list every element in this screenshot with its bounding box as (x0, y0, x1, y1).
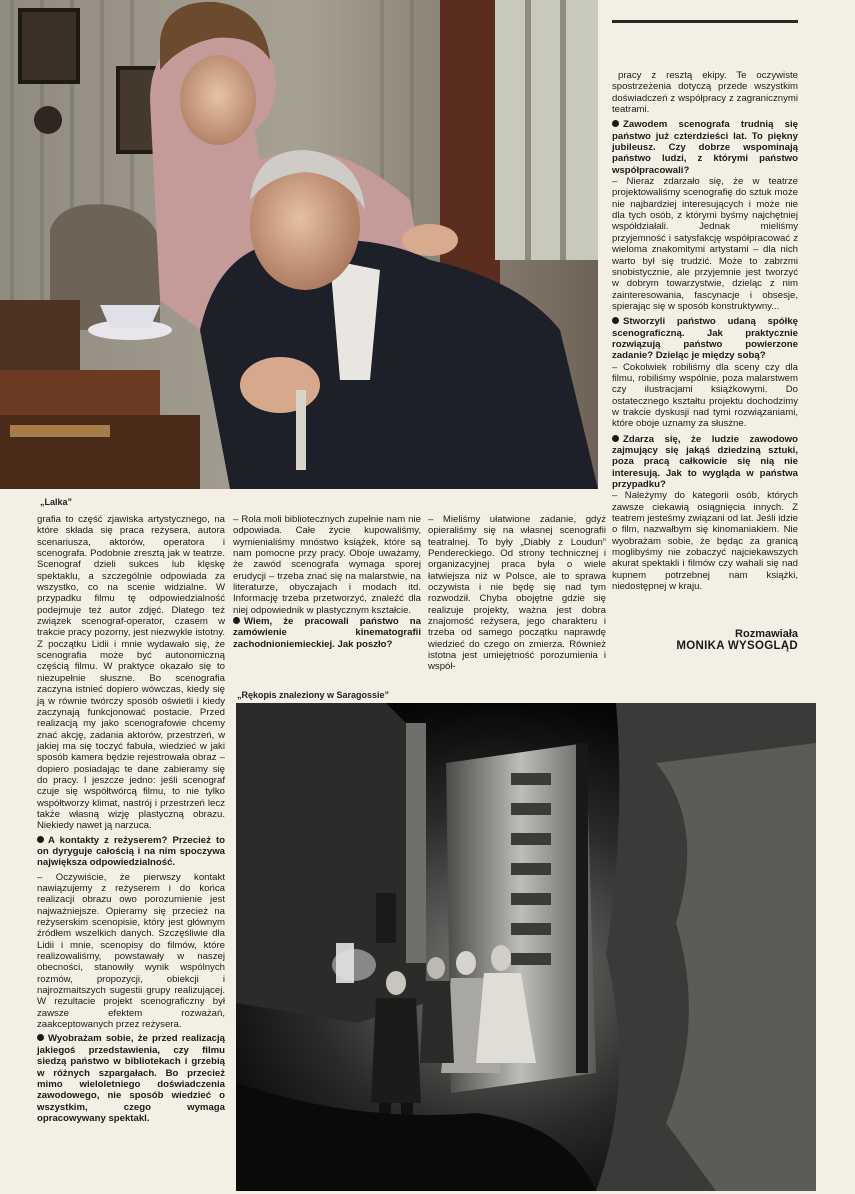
paragraph: grafia to część zjawiska artystycznego, na które składa się praca reżysera, autora scenariusza, aktorów, operatora i scenografa. Podobnie zresztą jak w teatrze. Scenograf dzieli sukces lub klęskę spektaklu, a szczególnie odpowiada za wszystko, co na scenie widzialne. W przypadku filmu tę odpowiedzialność podejmuje też autor zdjęć. Dlatego też związek scenograf-operator, czasem w trakcie pracy pozorny, jest niezwykle istotny. Z początku Lidii i mnie wydawało się, że scenografia może być autonomiczną częścią filmu. W praktyce okazało się to niezupełnie słuszne. Bo scenografia zaczyna istnieć dopiero wówczas, kiedy się ją w równie twórczy sposób oświetli i kiedy zaczynają funkcjonować postacie. Przed realizacją my jako scenografowie chcemy znać akcję, zadania aktorów, przestrzeń, w jakiej ma się toczyć fabuła, wiedzieć w jaki sposób kamera będzie rejestrowała obraz – dopiero posiadając te dane zabieramy się do pracy. I jeszcze jedno: jeśli scenograf czuje się współtwórcą filmu, to nie tylko współtworzy klimat, nastrój i przestrzeń lecz także własną wizję plastyczną obrazu. Niekiedy nawet ją narzuca. (37, 514, 225, 832)
bullet-icon (612, 317, 619, 324)
question-text: Stworzyli państwo udaną spółkę scenograficzną. Jak praktycznie rozwiązują państwo powierzone zadanie? Dzieląc je między sobą? (612, 316, 798, 362)
column-1 (37, 514, 225, 1124)
bullet-icon (233, 617, 240, 624)
photo-lalka (0, 0, 598, 489)
question-text: Wiem, że pracowali państwo na zamówienie kinematografii zachodnioniemieckiej. Jak poszło? (233, 616, 421, 650)
photo-rekopis-image (236, 703, 816, 1191)
signature-label: Rozmawiała (735, 628, 798, 640)
bullet-icon (612, 435, 619, 442)
paragraph: – Należymy do kategorii osób, których zawsze ciekawią osiągnięcia innych. Z teatrem jesteśmy związani od lat. Jeśli idzie o film, nazwałbym się kinomaniakiem. Nie wyobrażam sobie, że będąc za granicą moglibyśmy nie zobaczyć najciekawszych akurat spektakli i filmów czy wahali się nad kupnem potrzebnej nam książki, niedostępnej w kraju. (612, 490, 798, 593)
column-2 (233, 514, 421, 650)
column-3 (428, 514, 606, 673)
interview-question (612, 119, 798, 176)
paragraph: – Cokolwiek robiliśmy dla sceny czy dla filmu, robiliśmy wspólnie, poza malarstwem czy ilustracjami książkowymi. Do ostatecznego kształtu projektu dochodzimy w trakcie dyskusji nad tymi rozwiązaniami, które oboje uznamy za słuszne. (612, 361, 798, 430)
bullet-icon (612, 120, 619, 127)
interview-question (612, 434, 798, 491)
paragraph: – Oczywiście, że pierwszy kontakt nawiązujemy z reżyserem i do końca realizacji obrazu owo porozumienie jest najważniejsze. Opieramy się przecież na reżyserskim scenopisie, który jest głównym źródłem wszelkich danych. Szczęśliwie dla Lidii i mnie, scenopisy do filmów, które realizowaliśmy, powstawały w naszej obecności, stanowiły wynik wspólnych rozmów, propozycji, obiekcji i najrozmaitszych sugestii grupy realizującej. W rezultacie projekt scenograficzny był zawsze efektem rozważań, zaakceptowanych przez reżysera. (37, 871, 225, 1031)
paragraph: – Mieliśmy ułatwione zadanie, gdyż opieraliśmy się na własnej scenografii teatralnej. To były „Diabły z Loudun” Pendereckiego. Od strony technicznej i organizacyjnej praca była o wiele łatwiejsza niż w Polsce, ale to sprawa oczywista i nie będę się nad tym rozwodził. Chyba obojętne gdzie się realizuje projekty, ważna jest dobra znajomość reżysera, jego charakteru i trzeba od samego początku naprawdę wiedzieć do czego on zmierza. Również istotna jest umiejętność porozumienia i współ- (428, 514, 606, 673)
interview-question (37, 1033, 225, 1124)
paragraph: – Rola moli bibliotecznych zupełnie nam nie odpowiada. Całe życie kupowaliśmy, wymienialiśmy mnóstwo książek, które są nam pomocne przy pracy. Oboje uważamy, że zawód scenografa wymaga sporej erudycji – trzeba znać się na malarstwie, na literaturze, obyczajach i modach itd. Informację trzeba przetworzyć, znaleźć dla niej odpowiednik w plastycznym kształcie. (233, 514, 421, 616)
header-rule (612, 20, 798, 23)
question-text: Zdarza się, że ludzie zawodowo zajmujący się jakąś dziedziną sztuki, poza pracą całkowicie się nią nie interesują. Jak to wygląda w państwa przypadku? (612, 433, 798, 491)
caption-rekopis: „Rękopis znaleziony w Saragossie” (237, 690, 390, 700)
signature-name: MONIKA WYSOGLĄD (676, 640, 798, 652)
question-text: Wyobrażam sobie, że przed realizacją jakiegoś przedstawienia, czy filmu siedzą państwo w bibliotekach i grzebią w różnych szpargałach. Bo przecież mimo wieloletniego doświadczenia zawodowego, nie sposób wiedzieć o wszystkim, czego wymaga opracowywany spektakl. (37, 1033, 225, 1124)
paragraph: – Nieraz zdarzało się, że w teatrze projektowaliśmy scenografię do sztuk może nie najbardziej interesujących i może nie dla tych osób, z którymi byśmy najchętniej współdziałali. Jednak mieliśmy przyjemność i satysfakcję współpracować z wieloma znakomitymi artystami – dla nich warto był się trudzić. Może to zabrzmi snobistycznie, ale przyjemnie jest tworzyć w dobrym towarzystwie, dzieląc z nim zainteresowania, fascynacje i obsesje, spierając się w sposób konstruktywny... (612, 176, 798, 312)
column-right-top (612, 70, 798, 592)
question-text: A kontakty z reżyserem? Przecież to on dyryguje całością i na nim spoczywa największa odpowiedzialność. (37, 834, 225, 869)
interview-question (233, 616, 421, 650)
paragraph: pracy z resztą ekipy. Te oczywiste spostrzeżenia dotyczą przede wszystkim doświadczeń z współpracy z zagranicznymi teatrami. (612, 70, 798, 116)
bullet-icon (37, 1034, 44, 1041)
photo-lalka-image (0, 0, 598, 489)
interview-question (37, 835, 225, 869)
signature-block (612, 628, 798, 652)
photo-rekopis (236, 703, 816, 1191)
question-text: Zawodem scenografa trudnią się państwo już czterdzieści lat. To piękny jubileusz. Czy dobrze wspominają państwo ludzi, z którymi państwo współpracowali? (612, 119, 798, 176)
interview-question (612, 316, 798, 361)
caption-lalka: „Lalka” (40, 497, 73, 507)
bullet-icon (37, 836, 44, 843)
